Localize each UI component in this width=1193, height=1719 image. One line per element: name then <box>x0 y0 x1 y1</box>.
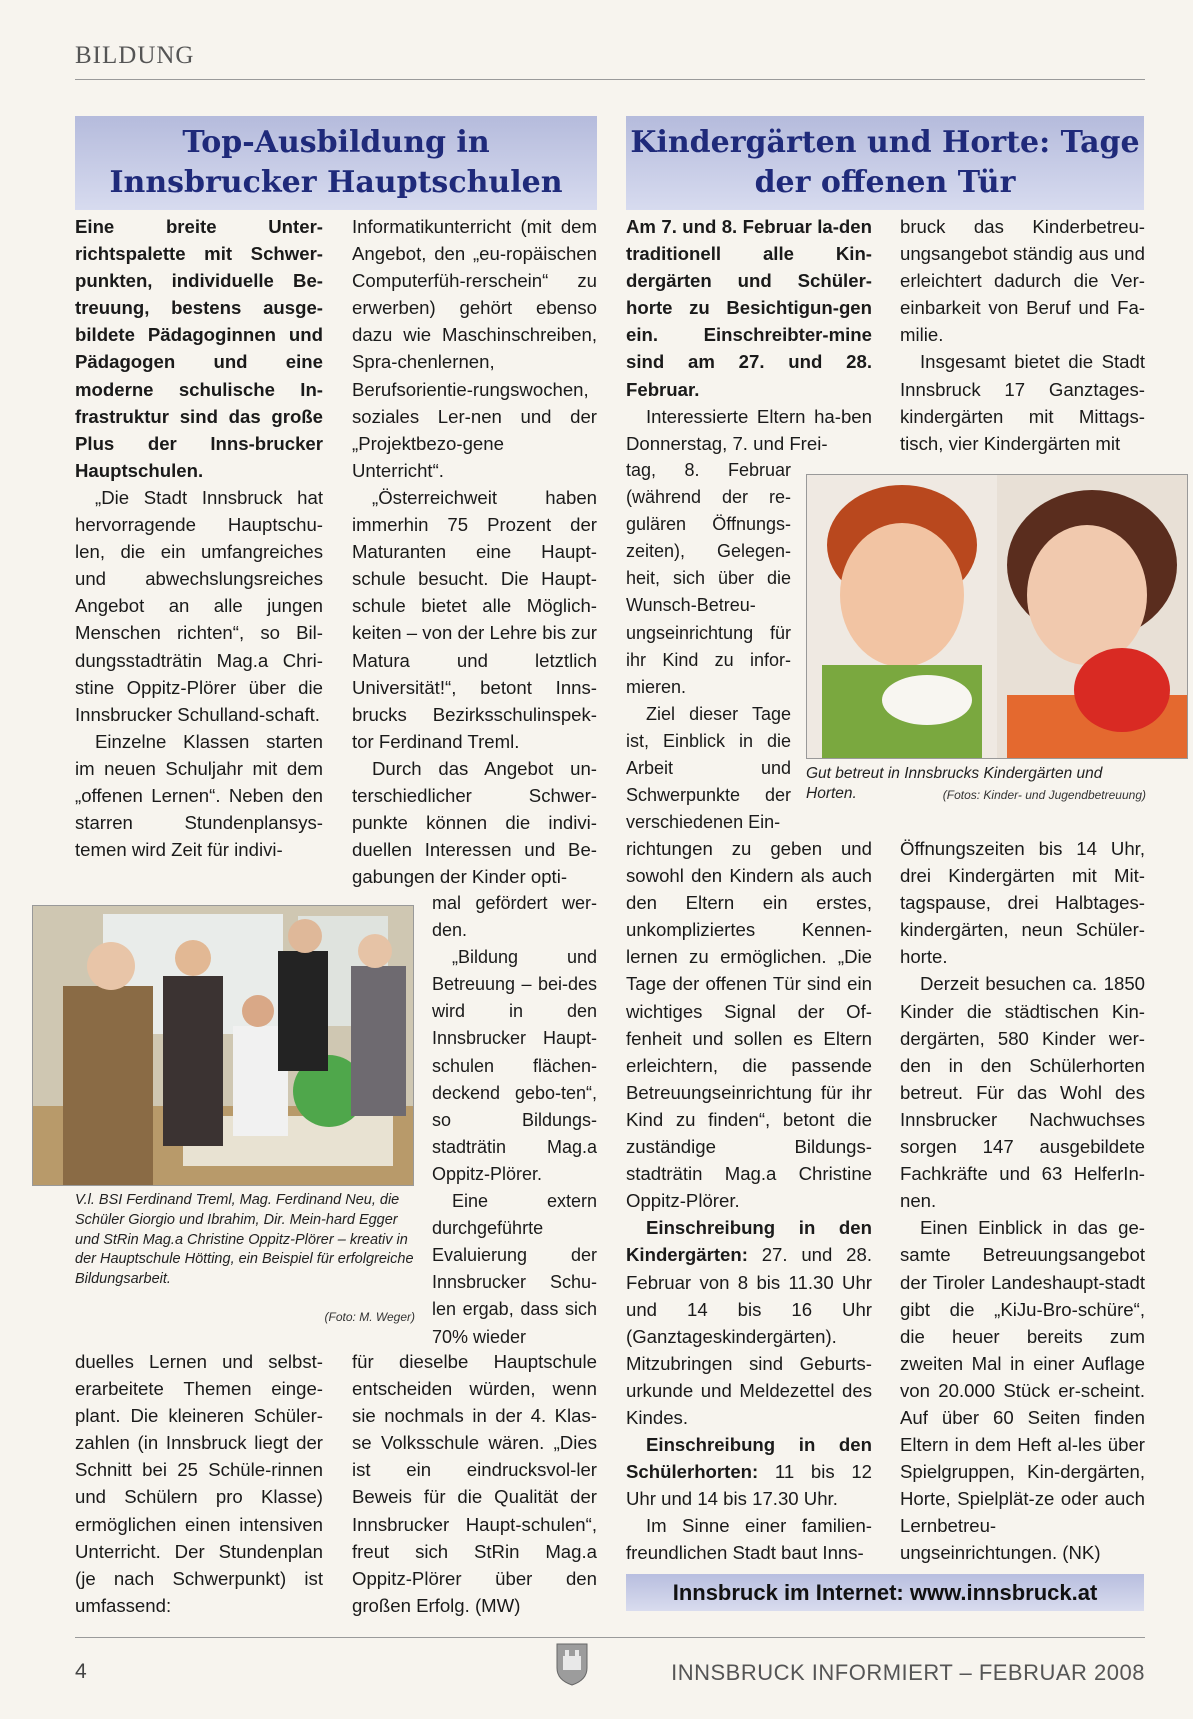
kids-photo-credit: (Fotos: Kinder- und Jugendbetreuung) <box>942 788 1146 802</box>
paragraph: „Die Stadt Innsbruck hat hervorragende Hauptschu-len, die ein umfangreiches und abwechslungsreiches Angebot an alle jungen Menschen richten“, so Bil-dungsstadträtin Mag.a Chri-stine Oppitz-Plörer über die Innsbrucker Schulland-schaft. <box>75 486 323 725</box>
paragraph: Öffnungszeiten bis 14 Uhr, drei Kindergärten mit Mit-tagspause, drei Halbtages-kindergärten, neun Schüler-horte. <box>900 838 1145 968</box>
kids-photo-illustration <box>807 475 1188 759</box>
left-col2-bottom <box>352 1348 597 1619</box>
header-rule <box>75 79 1145 80</box>
right-article-title: Kindergärten und Horte: Tage der offenen Tür <box>626 116 1144 210</box>
right-col4-bottom <box>900 835 1145 1567</box>
enroll-kindergarten-heading: Einschreibung in den Kindergärten: <box>626 1217 872 1266</box>
school-photo-caption: V.l. BSI Ferdinand Treml, Mag. Ferdinand Neu, die Schüler Giorgio und Ibrahim, Dir. Mein-hard Egger und StRin Mag.a Christine Oppitz-Plörer – kreativ in der Hauptschule Hötting, ein Beispiel für erfolgreiche Bildungsarbeit. <box>75 1192 414 1288</box>
enroll-kindergarten-text: 27. und 28. Februar von 8 bis 11.30 Uhr und 14 bis 16 Uhr (Ganztageskindergärten). Mitzubringen sind Geburts-urkunde und Meldezettel des Kindes. <box>626 1244 872 1428</box>
footer-rule <box>75 1637 1145 1638</box>
paragraph: Insgesamt bietet die Stadt Innsbruck 17 Ganztages-kindergärten mit Mittags-tisch, vier Kindergärten mit <box>900 351 1145 454</box>
paragraph: Einzelne Klassen starten im neuen Schuljahr mit dem „offenen Lernen“. Neben den starren Stundenplansys-temen wird Zeit für indivi- <box>75 730 323 861</box>
school-photo <box>32 905 414 1186</box>
school-photo-credit: (Foto: M. Weger) <box>324 1310 415 1324</box>
paragraph: Eine extern durchgeführte Evaluierung der Innsbrucker Schu-len ergab, dass sich 70% wieder <box>432 1191 597 1347</box>
paragraph: bruck das Kinderbetreu-ungsangebot ständig aus und erleichtert dadurch die Ver-einbarkeit von Beruf und Fa-milie. <box>900 216 1145 346</box>
paragraph: „Bildung und Betreuung – bei-des wird in den Innsbrucker Haupt-schulen flächen-deckend gebo-ten“, so Bildungs-stadträtin Mag.a Oppitz-Plörer. <box>432 947 597 1184</box>
paragraph: Einen Einblick in das ge-samte Betreuungsangebot der Tiroler Landeshaupt-stadt gibt die „KiJu-Bro-schüre“, die heuer bereits zum zweiten Mal in einer Auflage von 20.000 Stück er-scheint. Auf über 60 Seiten finden Eltern in dem Heft al-les über Spielgruppen, Kin-dergärten, Horte, Spielplät-ze oder auch Lernbetreu-ungseinrichtungen. (NK) <box>900 1217 1145 1564</box>
left-col1-bottom <box>75 1348 323 1619</box>
section-label: BILDUNG <box>75 42 195 69</box>
paragraph: duelles Lernen und selbst-erarbeitete Themen einge-plant. Die kleineren Schüler-zahlen (in Innsbruck liegt der Schnitt bei 25 Schüle-rinnen und Schülern pro Klasse) ermöglichen einen intensiven Unterricht. Der Stundenplan (je nach Schwerpunkt) ist umfassend: <box>75 1351 323 1616</box>
school-photo-illustration <box>33 906 414 1186</box>
paragraph: Interessierte Eltern ha-ben Donnerstag, 7. und Frei- <box>626 405 872 454</box>
city-crest-icon <box>555 1642 589 1686</box>
right-col3-narrow <box>626 457 791 836</box>
left-col1-top <box>75 213 323 863</box>
internet-bar: Innsbruck im Internet: www.innsbruck.at <box>626 1574 1144 1611</box>
right-lead-paragraph: Am 7. und 8. Februar la-den traditionell alle Kin-dergärten und Schüler-horte zu Besichtigun-gen ein. Einschreibter-mine sind am 27. und 28. Februar. <box>626 216 872 400</box>
paragraph: Im Sinne einer familien-freundlichen Stadt baut Inns- <box>626 1515 872 1564</box>
right-col3-bottom <box>626 835 872 1567</box>
right-col3-top <box>626 213 872 457</box>
paragraph: richtungen zu geben und sowohl den Kindern als auch den Eltern ein erstes, unkompliziertes Kennen-lernen zu ermöglichen. „Die Tage der offenen Tür sind ein wichtiges Signal der Of-fenheit und sollen es Eltern erleichtern, die passende Betreuungseinrichtung für ihr Kind zu finden“, betont die zuständige Bildungs-stadträtin Mag.a Christine Oppitz-Plörer. <box>626 838 872 1212</box>
right-col4-top <box>900 213 1145 457</box>
left-article-title: Top-Ausbildung in Innsbrucker Hauptschulen <box>75 116 597 210</box>
page-number: 4 <box>75 1660 87 1683</box>
paragraph: Ziel dieser Tage ist, Einblick in die Arbeit und Schwerpunkte der verschiedenen Ein- <box>626 703 791 833</box>
paragraph: Derzeit besuchen ca. 1850 Kinder die städtischen Kin-dergärten, 580 Kinder wer-den in den Schülerhorten betreut. Für das Wohl des Innsbrucker Nachwuchses sorgen 147 ausgebildete Fachkräfte und 63 HelferIn-nen. <box>900 973 1145 1212</box>
enroll-hort-heading: Einschreibung in den Schülerhorten: <box>626 1434 872 1483</box>
left-col2-top <box>352 213 597 890</box>
left-lead-paragraph: Eine breite Unter-richtspalette mit Schwer-punkten, individuelle Be-treuung, bestens ausge-bildete Pädagoginnen und Pädagogen und eine moderne schulische In-frastruktur sind das große Plus der Inns-brucker Hauptschulen. <box>75 216 323 481</box>
paragraph: Informatikunterricht (mit dem Angebot, den „eu-ropäischen Computerfüh-rerschein“ zu erwerben) gehört ebenso dazu wie Maschinschreiben, Spra-chenlernen, Berufsorientie-rungswochen, soziales Ler-nen und der „Projektbezo-gene Unterricht“. <box>352 216 597 481</box>
enroll-hort-text: 11 bis 12 Uhr und 14 bis 17.30 Uhr. <box>626 1461 872 1510</box>
paragraph: für dieselbe Hauptschule entscheiden würden, wenn sie nochmals in der 4. Klas-se Volksschule wären. „Dies ist ein eindrucksvol-ler Beweis für die Qualität der Innsbrucker Haupt-schulen“, freut sich StRin Mag.a Oppitz-Plörer über den großen Erfolg. (MW) <box>352 1351 597 1616</box>
paragraph: „Österreichweit haben immerhin 75 Prozent der Maturanten eine Haupt-schule besucht. Die Haupt-schule bietet alle Möglich-keiten – von der Lehre bis zur Matura und letztlich Universität!“, betont Inns-brucks Bezirksschulinspek-tor Ferdinand Treml. <box>352 486 597 752</box>
kids-photo <box>806 474 1188 759</box>
paragraph: mal gefördert wer-den. <box>432 893 597 941</box>
paragraph: Durch das Angebot un-terschiedlicher Schwer-punkte können die indivi-duellen Interessen und Be-gabungen der Kinder opti- <box>352 757 597 888</box>
publication-footer: INNSBRUCK INFORMIERT – FEBRUAR 2008 <box>671 1660 1145 1685</box>
paragraph: tag, 8. Februar (während der re-gulären Öffnungs-zeiten), Gelegen-heit, sich über die Wunsch-Betreu-ungseinrichtung für ihr Kind zu infor-mieren. <box>626 460 791 697</box>
kids-photo-caption: Gut betreut in Innsbrucks Kindergärten und Horten. <box>806 765 1103 802</box>
left-col2-narrow <box>432 890 597 1351</box>
